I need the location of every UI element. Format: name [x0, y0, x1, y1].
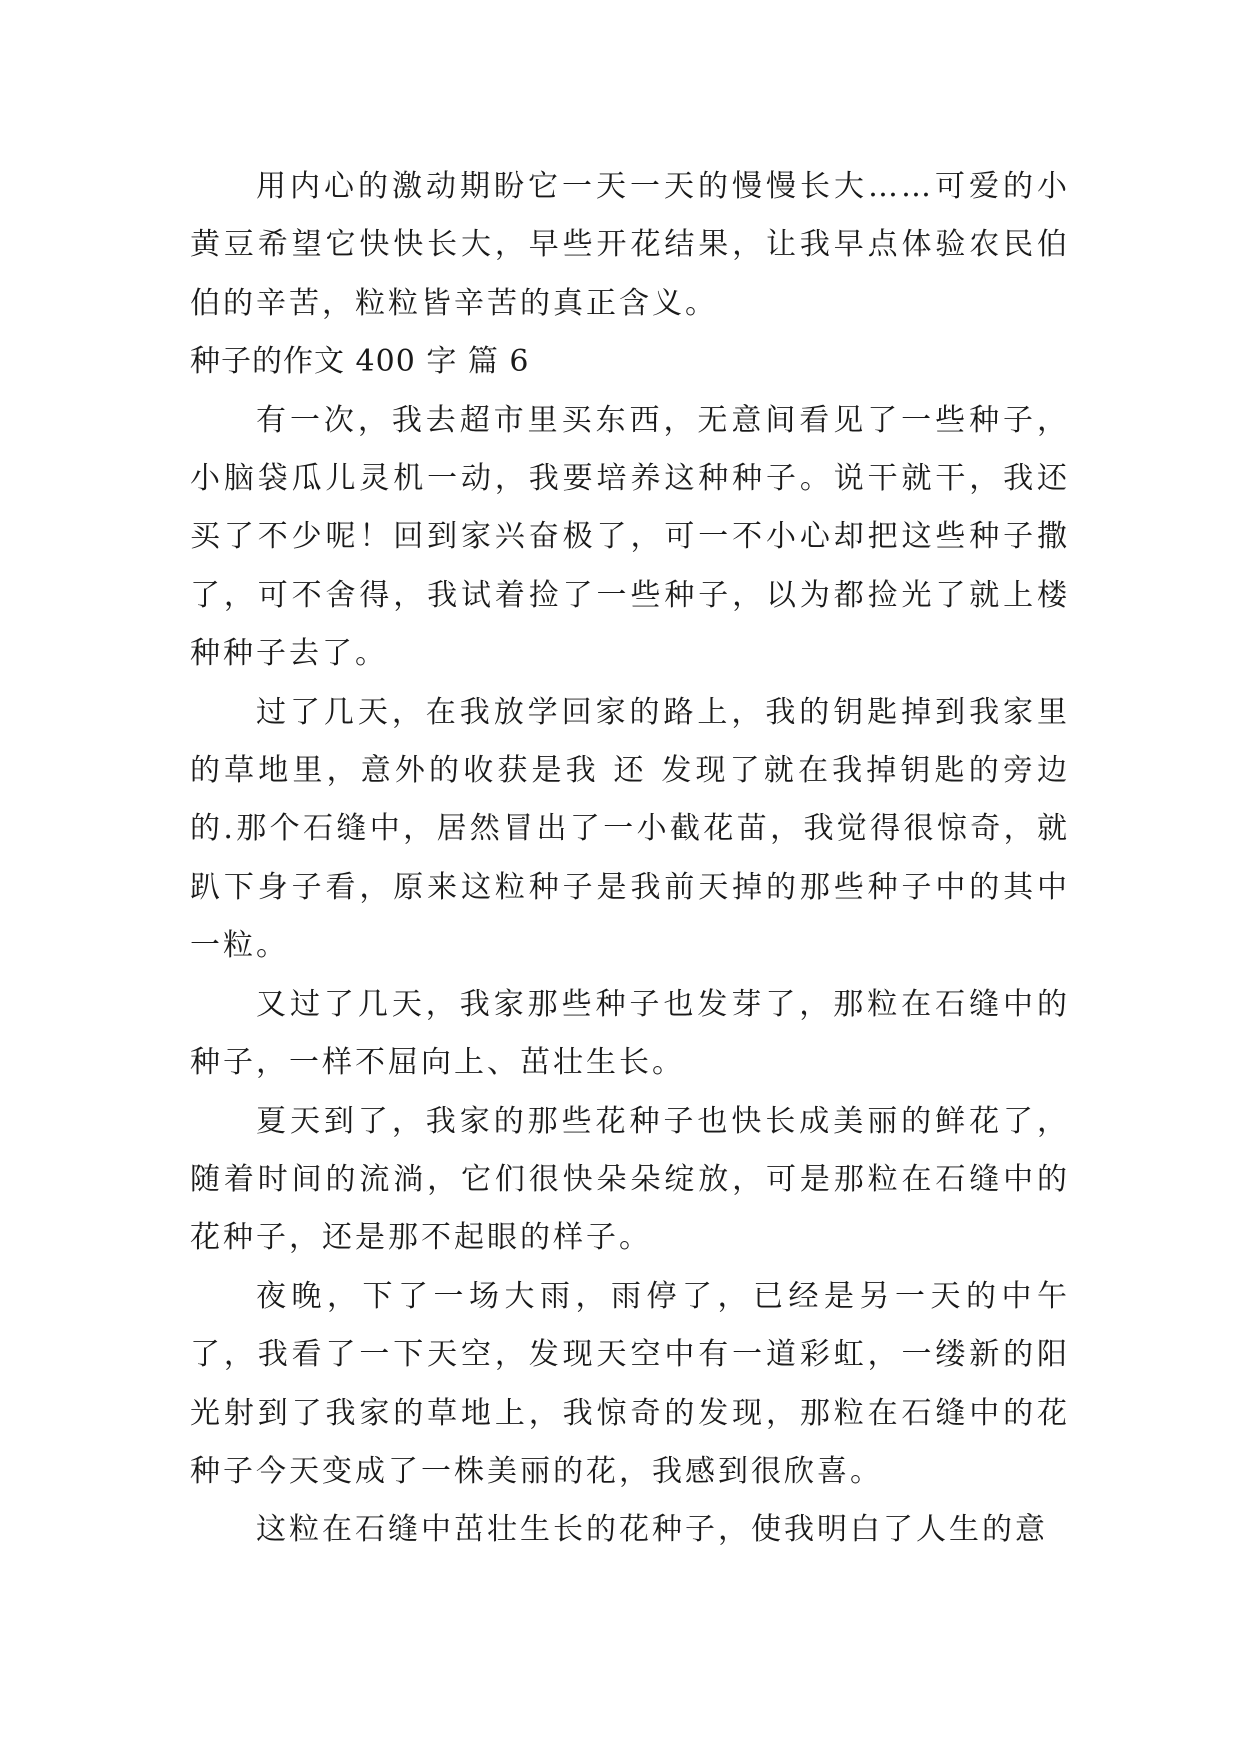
paragraph-2: 有一次，我去超市里买东西，无意间看见了一些种子，小脑袋瓜儿灵机一动，我要培养这种种子。说干就干，我还买了不少呢！回到家兴奋极了，可一不小心却把这些种子撒了，可不舍得，我试着捡了一些种子，以为都捡光了就上楼种种子去了。: [190, 402, 1070, 672]
paragraph-6: 夜晚，下了一场大雨，雨停了，已经是另一天的中午了，我看了一下天空，发现天空中有一道彩虹，一缕新的阳光射到了我家的草地上，我惊奇的发现，那粒在石缝中的花种子今天变成了一株美丽的花，我感到很欣喜。: [190, 1278, 1070, 1489]
section-heading: 种子的作文 400 字 篇 6: [190, 344, 530, 380]
paragraph-4: 又过了几天，我家那些种子也发芽了，那粒在石缝中的种子，一样不屈向上、茁壮生长。: [190, 986, 1070, 1081]
paragraph-7: 这粒在石缝中茁壮生长的花种子，使我明白了人生的意: [256, 1512, 1048, 1548]
paragraph-3: 过了几天，在我放学回家的路上，我的钥匙掉到我家里的草地里，意外的收获是我 还 发现了就在我掉钥匙的旁边的.那个石缝中，居然冒出了一小截花苗，我觉得很惊奇，就趴下身子看，原来这粒种子是我前天掉的那些种子中的其中一粒。: [190, 694, 1070, 964]
paragraph-5: 夏天到了，我家的那些花种子也快长成美丽的鲜花了，随着时间的流淌，它们很快朵朵绽放，可是那粒在石缝中的花种子，还是那不起眼的样子。: [190, 1103, 1070, 1256]
document-body: [190, 158, 1070, 1560]
paragraph-1: 用内心的激动期盼它一天一天的慢慢长大……可爱的小黄豆希望它快快长大，早些开花结果，让我早点体验农民伯伯的辛苦，粒粒皆辛苦的真正含义。: [190, 169, 1070, 321]
